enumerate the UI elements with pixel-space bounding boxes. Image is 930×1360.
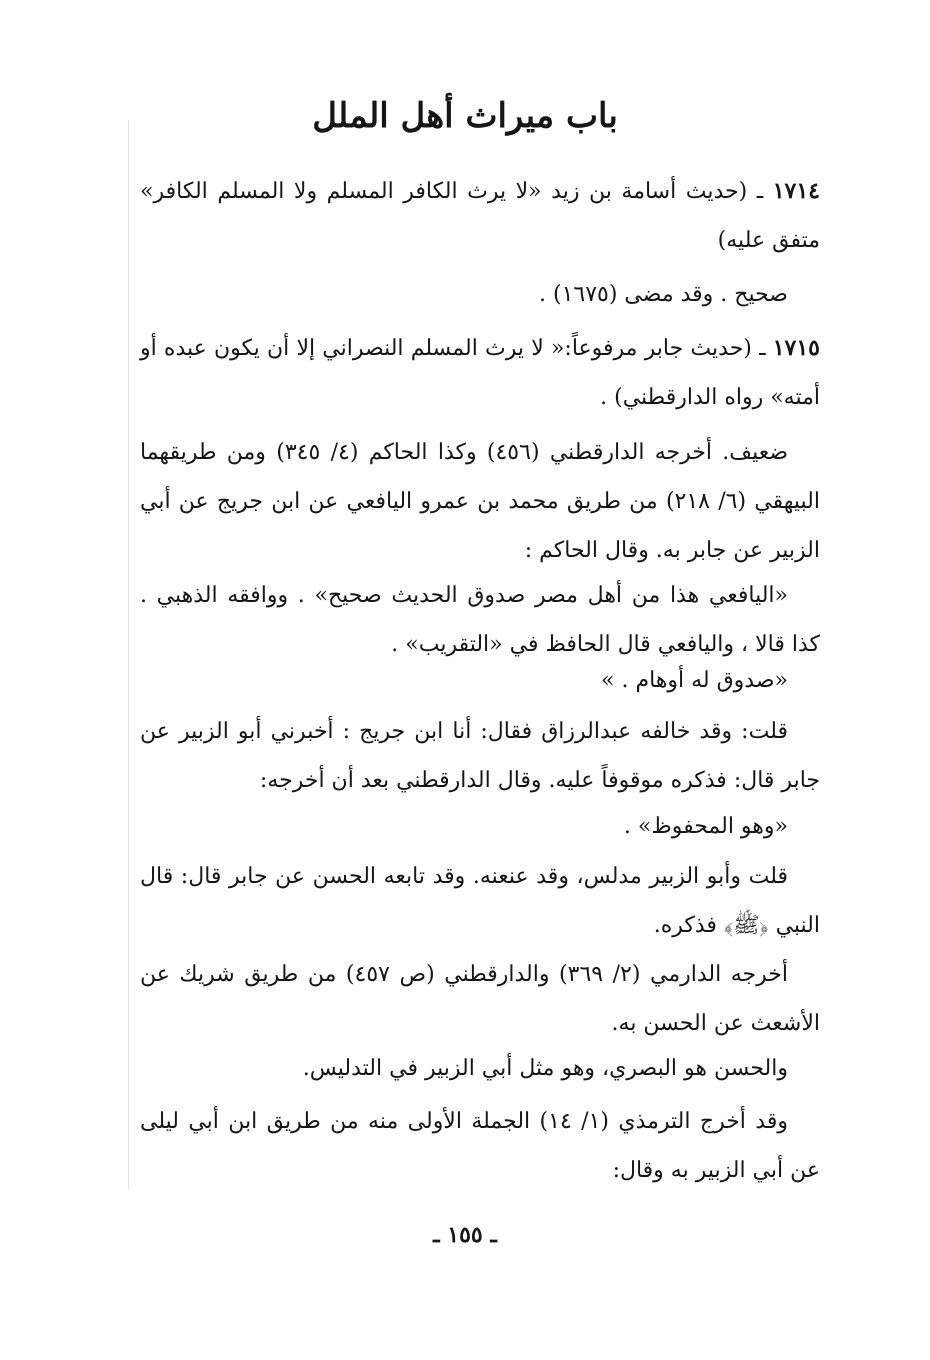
paragraph-text: «صدوق له أوهام . »: [601, 668, 788, 693]
paragraph-text: «اليافعي هذا من أهل مصر صدوق الحديث صحيح» . ووافقه الذهبي . كذا قالا ، واليافعي قال الحافظ في «التقريب» .: [140, 583, 820, 657]
commentary-paragraph: [140, 707, 820, 805]
chapter-heading: باب ميراث أهل الملل: [312, 96, 618, 136]
quote-paragraph: [140, 656, 820, 705]
paragraph-text: ـ (حديث أسامة بن زيد «لا يرث الكافر المسلم ولا المسلم الكافر» متفق عليه): [140, 179, 820, 253]
paragraph-text: ـ (حديث جابر مرفوعاً:« لا يرث المسلم النصراني إلا أن يكون عبده أو أمته» رواه الدارقطني) .: [140, 336, 820, 410]
takhrij-paragraph: [140, 428, 820, 575]
grading-paragraph: [140, 270, 820, 319]
quote-paragraph: [140, 571, 820, 669]
page-margin-line: [128, 120, 129, 1190]
hadith-paragraph-1715: [140, 324, 820, 422]
hadith-paragraph-1714: [140, 167, 820, 265]
paragraph-text: ضعيف. أخرجه الدارقطني (٤٥٦) وكذا الحاكم (٤/ ٣٤٥) ومن طريقهما البيهقي (٦/ ٢١٨) من طريق محمد بن عمرو اليافعي عن ابن جريج عن أبي الزبير عن جابر به. وقال الحاكم :: [140, 440, 821, 563]
commentary-paragraph: [140, 1097, 820, 1195]
quote-paragraph: [140, 802, 820, 851]
commentary-paragraph: [140, 1044, 820, 1093]
hadith-number: ١٧١٥: [772, 335, 820, 361]
commentary-paragraph: [140, 852, 820, 950]
paragraph-text: قلت وأبو الزبير مدلس، وقد عنعنه. وقد تابعه الحسن عن جابر قال: قال النبي ﴿ﷺ﴾ فذكره.: [140, 864, 820, 938]
paragraph-text: والحسن هو البصري، وهو مثل أبي الزبير في التدليس.: [302, 1056, 788, 1081]
paragraph-text: وقد أخرج الترمذي (١/ ١٤) الجملة الأولى منه من طريق ابن أبي ليلى عن أبي الزبير به وقال:: [140, 1109, 820, 1183]
paragraph-text: قلت: وقد خالفه عبدالرزاق فقال: أنا ابن جريج : أخبرني أبو الزبير عن جابر قال: فذكره موقوفاً عليه. وقال الدارقطني بعد أن أخرجه:: [140, 719, 820, 793]
page-number: ـ ١٥٥ ـ: [433, 1222, 497, 1248]
paragraph-text: صحيح . وقد مضى (١٦٧٥) .: [538, 282, 788, 307]
paragraph-text: أخرجه الدارمي (٢/ ٣٦٩) والدارقطني (ص ٤٥٧) من طريق شريك عن الأشعث عن الحسن به.: [140, 962, 820, 1036]
hadith-number: ١٧١٤: [772, 178, 820, 204]
paragraph-text: «وهو المحفوظ» .: [623, 814, 788, 839]
takhrij-paragraph: [140, 950, 820, 1048]
